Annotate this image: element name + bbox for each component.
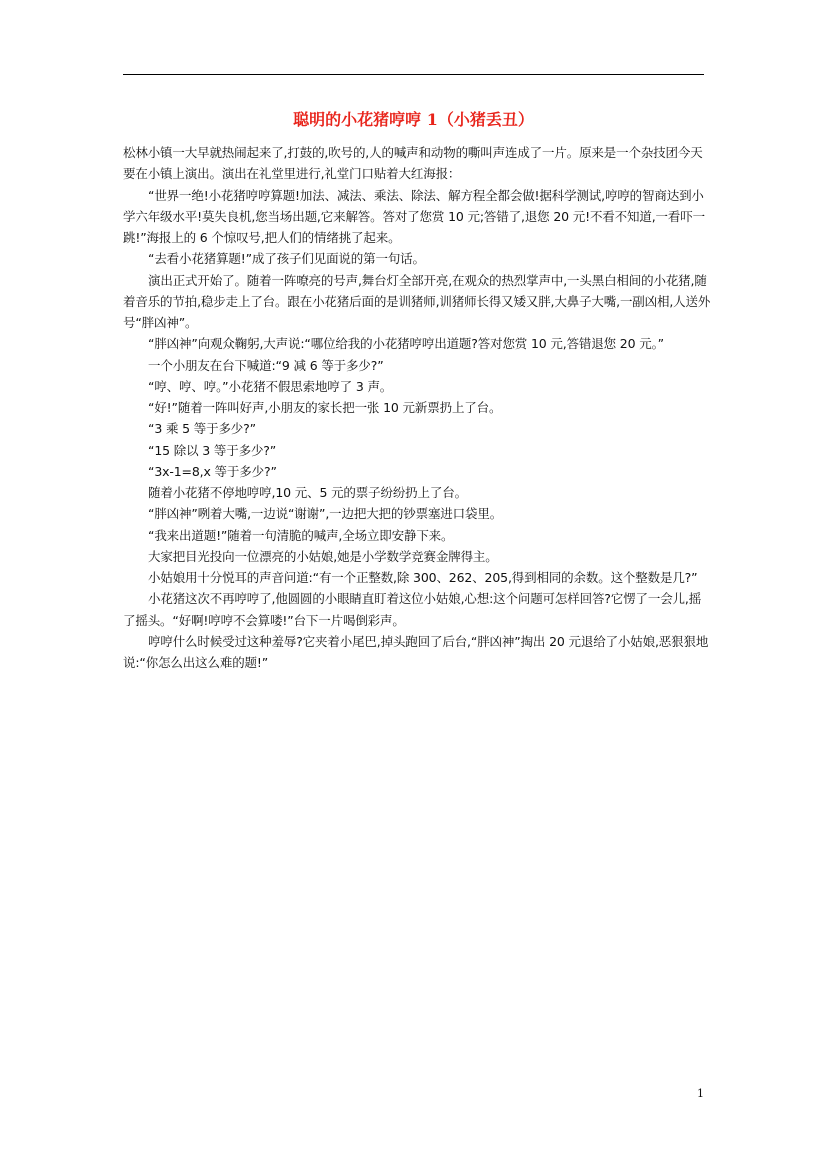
paragraph: “15 除以 3 等于多少?” (148, 442, 277, 458)
paragraph: “3x-1=8,x 等于多少?” (148, 463, 277, 479)
paragraph: “哼、哼、哼。”小花猪不假思索地哼了 3 声。 (148, 378, 393, 394)
paragraph: “好!”随着一阵叫好声,小朋友的家长把一张 10 元新票扔上了台。 (148, 400, 502, 415)
paragraph: “胖凶神”咧着大嘴,一边说“谢谢”,一边把大把的钞票塞进口袋里。 (148, 506, 503, 522)
paragraph: 随着小花猪不停地哼哼,10 元、5 元的票子纷纷扔上了台。 (148, 485, 467, 500)
paragraph: 小姑娘用十分悦耳的声音问道:“有一个正整数,除 300、262、205,得到相同的余数。这个整数是几?” (148, 570, 698, 585)
paragraph: “我来出道题!”随着一句清脆的喊声,全场立即安静下来。 (148, 527, 454, 543)
document-title: 聪明的小花猪哼哼 1（小猪丢丑） (293, 110, 534, 129)
document-body (123, 142, 713, 673)
paragraph: 一个小朋友在台下喊道:“9 减 6 等于多少?” (148, 357, 384, 373)
header-rule (123, 74, 704, 75)
paragraph: “3 乘 5 等于多少?” (148, 421, 256, 437)
paragraph: “世界一绝!小花猪哼哼算题!加法、减法、乘法、除法、解方程全都会做!据科学测试,哼哼的智商达到小学六年级水平!莫失良机,您当场出题,它来解答。答对了您赏 10 元;答错了,退您 20 元!不看不知道,一看吓一跳!”海报上的 6 个惊叹号,把人们的情绪挑了起来。 (123, 187, 705, 245)
paragraph: 哼哼什么时候受过这种羞辱?它夹着小尾巴,掉头跑回了后台,“胖凶神”掏出 20 元退给了小姑娘,恶狠狠地说:“你怎么出这么难的题!” (123, 633, 709, 670)
paragraph: 大家把目光投向一位漂亮的小姑娘,她是小学数学竞赛金牌得主。 (148, 548, 498, 564)
paragraph: 小花猪这次不再哼哼了,他圆圆的小眼睛直盯着这位小姑娘,心想:这个问题可怎样回答?它愣了一会儿,摇了摇头。“好啊!哼哼不会算喽!”台下一片喝倒彩声。 (123, 591, 702, 628)
paragraph: 松林小镇一大早就热闹起来了,打鼓的,吹号的,人的喊声和动物的嘶叫声连成了一片。原来是一个杂技团今天要在小镇上演出。演出在礼堂里进行,礼堂门口贴着大红海报： (123, 145, 703, 182)
paragraph: “胖凶神”向观众鞠躬,大声说:“哪位给我的小花猪哼哼出道题?答对您赏 10 元,答错退您 20 元。” (148, 336, 665, 352)
paragraph: 演出正式开始了。随着一阵嘹亮的号声,舞台灯全部开亮,在观众的热烈掌声中,一头黑白相间的小花猪,随着音乐的节拍,稳步走上了台。跟在小花猪后面的是训猪师,训猪师长得又矮又胖,大鼻子大嘴,一副凶相,人送外号“胖凶神”。 (123, 272, 711, 330)
page-number: 1 (697, 1087, 704, 1100)
paragraph: “去看小花猪算题!”成了孩子们见面说的第一句话。 (148, 251, 425, 267)
